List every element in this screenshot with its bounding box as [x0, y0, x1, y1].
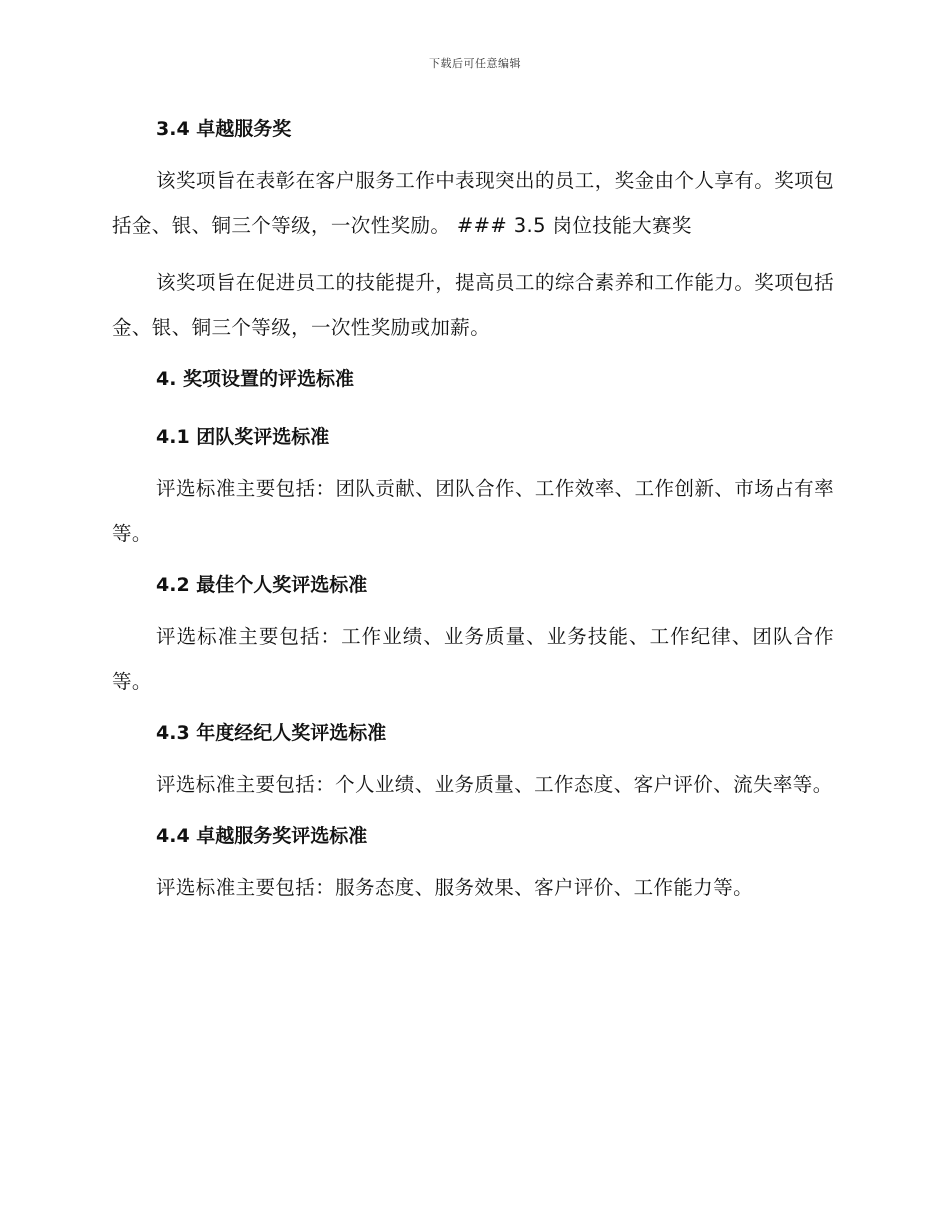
- heading-4-3: 4.3 年度经纪人奖评选标准: [156, 722, 387, 744]
- heading-4: 4. 奖项设置的评选标准: [156, 368, 355, 390]
- document-body: [112, 112, 834, 910]
- heading-3-4: 3.4 卓越服务奖: [156, 118, 292, 140]
- paragraph-4-1: 评选标准主要包括：团队贡献、团队合作、工作效率、工作创新、市场占有率等。: [112, 477, 834, 545]
- page-header: 下载后可任意编辑: [429, 57, 521, 70]
- heading-4-2: 4.2 最佳个人奖评选标准: [156, 574, 368, 596]
- paragraph-4-2: 评选标准主要包括：工作业绩、业务质量、业务技能、工作纪律、团队合作等。: [112, 625, 834, 693]
- paragraph-3-4: 该奖项旨在表彰在客户服务工作中表现突出的员工，奖金由个人享有。奖项包括金、银、铜三个等级，一次性奖励。 ### 3.5 岗位技能大赛奖: [112, 169, 834, 237]
- heading-4-4: 4.4 卓越服务奖评选标准: [156, 825, 368, 847]
- paragraph-3-5: 该奖项旨在促进员工的技能提升，提高员工的综合素养和工作能力。奖项包括金、银、铜三个等级，一次性奖励或加薪。: [112, 271, 834, 339]
- heading-4-1: 4.1 团队奖评选标准: [156, 426, 330, 448]
- paragraph-4-4: 评选标准主要包括：服务态度、服务效果、客户评价、工作能力等。: [156, 876, 754, 899]
- paragraph-4-3: 评选标准主要包括：个人业绩、业务质量、工作态度、客户评价、流失率等。: [156, 773, 833, 796]
